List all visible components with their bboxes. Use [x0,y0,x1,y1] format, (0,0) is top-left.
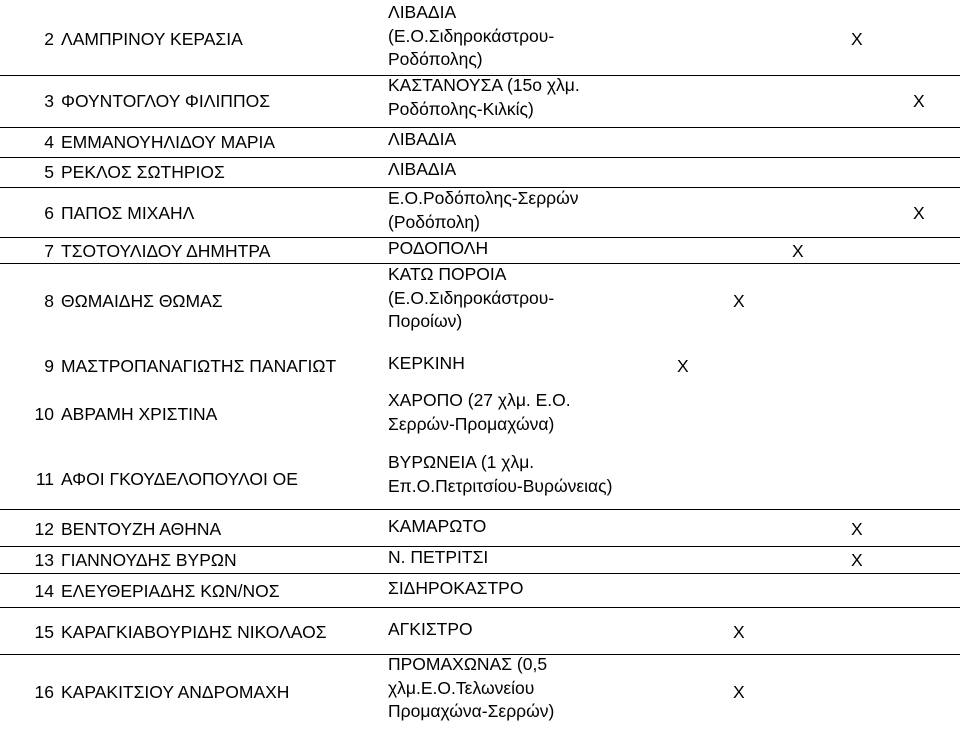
business-location [388,451,612,498]
business-name: ΠΑΠΟΣ ΜΙΧΑΗΛ [61,203,195,223]
row-number: 10 [34,404,54,424]
row-number: 2 [44,29,54,49]
location-line: ΠΡΟΜΑΧΩΝΑΣ (0,5 [388,654,548,674]
check-mark: X [733,682,745,702]
location-line: Επ.Ο.Πετριτσίου-Βυρώνειας) [388,475,613,496]
check-mark: X [851,550,863,570]
check-mark: X [792,241,804,261]
business-location [388,515,486,539]
business-location [388,389,571,436]
row-divider [0,546,960,547]
row-divider [0,509,960,510]
row-number: 7 [44,241,54,261]
row-number: 15 [34,622,54,642]
location-line: (Ροδόπολη) [388,211,480,232]
business-name: ΤΣΟΤΟΥΛΙΔΟΥ ΔΗΜΗΤΡΑ [61,241,271,261]
business-name: ΡΕΚΛΟΣ ΣΩΤΗΡΙΟΣ [61,162,225,182]
business-name: ΓΙΑΝΝΟΥΔΗΣ ΒΥΡΩΝ [61,550,237,570]
business-location [388,128,456,152]
row-divider [0,75,960,76]
location-line: ΚΕΡΚΙΝΗ [388,353,465,373]
location-line: ΛΙΒΑΔΙΑ [388,159,457,179]
business-location [388,187,579,234]
row-number: 14 [34,581,54,601]
location-line: ΧΑΡΟΠΟ (27 χλμ. Ε.Ο. [388,390,571,410]
business-name: ΛΑΜΠΡΙΝΟΥ ΚΕΡΑΣΙΑ [61,29,243,49]
row-number: 16 [34,682,54,702]
business-name: ΑΒΡΑΜΗ ΧΡΙΣΤΙΝΑ [61,404,218,424]
business-location [388,158,456,182]
location-line: Ε.Ο.Ροδόπολης-Σερρών [388,188,579,208]
check-mark: X [851,29,863,49]
business-name: ΕΛΕΥΘΕΡΙΑΔΗΣ ΚΩΝ/ΝΟΣ [61,581,280,601]
business-name: ΕΜΜΑΝΟΥΗΛΙΔΟΥ ΜΑΡΙΑ [61,132,276,152]
business-location [388,618,473,642]
row-number: 13 [34,550,54,570]
business-name: ΦΟΥΝΤΟΓΛΟΥ ΦΙΛΙΠΠΟΣ [61,91,271,111]
location-line: ΡΟΔΟΠΟΛΗ [388,238,489,258]
location-line: ΛΙΒΑΔΙΑ [388,2,457,22]
business-location [388,237,488,261]
row-number: 3 [44,91,54,111]
row-number: 4 [44,132,54,152]
location-line: χλμ.Ε.Ο.Τελωνείου [388,677,535,698]
row-divider [0,157,960,158]
business-name: ΚΑΡΑΓΚΙΑΒΟΥΡΙΔΗΣ ΝΙΚΟΛΑΟΣ [61,622,327,642]
location-line: ΚΑΣΤΑΝΟΥΣΑ (15ο χλμ. [388,75,580,95]
location-line: ΒΥΡΩΝΕΙΑ (1 χλμ. [388,452,535,472]
business-name: ΒΕΝΤΟΥΖΗ ΑΘΗΝΑ [61,519,222,539]
row-divider [0,654,960,655]
business-name: ΘΩΜΑΙΔΗΣ ΘΩΜΑΣ [61,291,223,311]
row-number: 9 [44,356,54,376]
check-mark: X [913,203,925,223]
business-location [388,263,554,334]
location-line: ΑΓΚΙΣΤΡΟ [388,619,473,639]
location-line: ΛΙΒΑΔΙΑ [388,129,457,149]
row-number: 5 [44,162,54,182]
row-number: 8 [44,291,54,311]
row-divider [0,237,960,238]
row-divider [0,607,960,608]
location-line: ΣΙΔΗΡΟΚΑΣΤΡΟ [388,578,524,598]
check-mark: X [677,356,689,376]
location-line: Ροδόπολης-Κιλκίς) [388,98,534,119]
row-number: 6 [44,203,54,223]
row-number: 11 [35,469,54,489]
business-location [388,546,488,570]
location-line: (Ε.Ο.Σιδηροκάστρου- [388,25,555,46]
business-name: ΚΑΡΑΚΙΤΣΙΟΥ ΑΝΔΡΟΜΑΧΗ [61,682,290,702]
business-location [388,1,554,72]
check-mark: X [913,91,925,111]
business-location [388,352,465,376]
check-mark: X [851,519,863,539]
location-line: Σερρών-Προμαχώνα) [388,413,555,434]
location-line: ΚΑΤΩ ΠΟΡΟΙΑ [388,264,507,284]
business-location [388,74,580,121]
location-line: (Ε.Ο.Σιδηροκάστρου- [388,287,555,308]
check-mark: X [733,622,745,642]
location-line: Ποροίων) [388,311,463,331]
business-location [388,653,554,724]
business-location [388,577,523,601]
row-divider [0,263,960,264]
row-divider [0,187,960,188]
business-name: ΜΑΣΤΡΟΠΑΝΑΓΙΩΤΗΣ ΠΑΝΑΓΙΩΤ [61,356,337,376]
location-line: Ν. ΠΕΤΡΙΤΣΙ [388,547,489,567]
row-number: 12 [34,519,54,539]
location-line: Προμαχώνα-Σερρών) [388,701,555,721]
row-divider [0,127,960,128]
location-line: Ροδόπολης) [388,49,483,69]
row-divider [0,573,960,574]
business-name: ΑΦΟΙ ΓΚΟΥΔΕΛΟΠΟΥΛΟΙ ΟΕ [61,469,298,489]
location-line: ΚΑΜΑΡΩΤΟ [388,516,487,536]
check-mark: X [733,291,745,311]
